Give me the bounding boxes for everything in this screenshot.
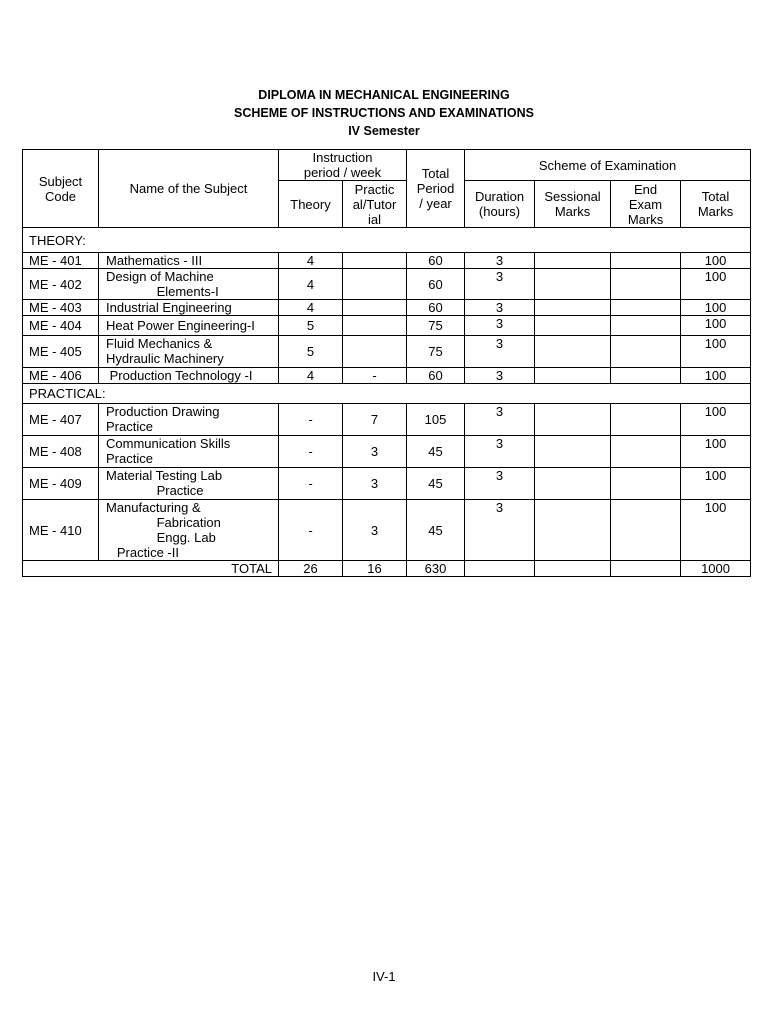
end-exam-marks bbox=[611, 300, 681, 316]
total-duration bbox=[465, 561, 535, 577]
practical-periods bbox=[343, 316, 407, 336]
practical-periods bbox=[343, 253, 407, 269]
subject-name: Mathematics - III bbox=[99, 253, 279, 269]
practical-periods: 7 bbox=[343, 404, 407, 436]
end-exam-marks bbox=[611, 368, 681, 384]
total-marks: 100 bbox=[681, 336, 751, 368]
subject-code: ME - 410 bbox=[23, 500, 99, 561]
total-marks: 100 bbox=[681, 269, 751, 300]
theory-periods: 4 bbox=[279, 269, 343, 300]
total-practical: 16 bbox=[343, 561, 407, 577]
theory-periods: - bbox=[279, 404, 343, 436]
header-total-marks: Total Marks bbox=[681, 181, 751, 228]
document-title-block bbox=[0, 86, 768, 140]
exam-duration: 3 bbox=[465, 253, 535, 269]
subject-code: ME - 405 bbox=[23, 336, 99, 368]
total-marks: 100 bbox=[681, 468, 751, 500]
subject-name: Industrial Engineering bbox=[99, 300, 279, 316]
subject-name: Production Drawing Practice bbox=[99, 404, 279, 436]
theory-periods: 4 bbox=[279, 300, 343, 316]
table-row bbox=[23, 500, 751, 561]
theory-periods: 5 bbox=[279, 316, 343, 336]
table-row bbox=[23, 368, 751, 384]
exam-duration: 3 bbox=[465, 269, 535, 300]
end-exam-marks bbox=[611, 316, 681, 336]
exam-duration: 3 bbox=[465, 404, 535, 436]
scheme-table bbox=[22, 149, 751, 577]
table-row bbox=[23, 253, 751, 269]
header-practical: Practic al/Tutor ial bbox=[343, 181, 407, 228]
subject-code: ME - 408 bbox=[23, 436, 99, 468]
header-row bbox=[23, 150, 751, 181]
subject-code: ME - 402 bbox=[23, 269, 99, 300]
end-exam-marks bbox=[611, 436, 681, 468]
total-periods: 45 bbox=[407, 500, 465, 561]
total-periods: 105 bbox=[407, 404, 465, 436]
theory-periods: - bbox=[279, 500, 343, 561]
subject-code: ME - 409 bbox=[23, 468, 99, 500]
exam-duration: 3 bbox=[465, 316, 535, 336]
total-theory: 26 bbox=[279, 561, 343, 577]
subject-name: Production Technology -I bbox=[99, 368, 279, 384]
sessional-marks bbox=[535, 368, 611, 384]
practical-periods bbox=[343, 269, 407, 300]
sessional-marks bbox=[535, 500, 611, 561]
total-marks: 100 bbox=[681, 500, 751, 561]
table-row bbox=[23, 468, 751, 500]
sessional-marks bbox=[535, 253, 611, 269]
end-exam-marks bbox=[611, 404, 681, 436]
exam-duration: 3 bbox=[465, 436, 535, 468]
subject-code: ME - 407 bbox=[23, 404, 99, 436]
total-periods: 45 bbox=[407, 468, 465, 500]
table-row bbox=[23, 404, 751, 436]
practical-periods: 3 bbox=[343, 436, 407, 468]
semester-title: IV Semester bbox=[348, 124, 420, 138]
practical-periods bbox=[343, 336, 407, 368]
section-practical-label: PRACTICAL: bbox=[23, 384, 751, 404]
total-marks: 100 bbox=[681, 316, 751, 336]
total-periods: 75 bbox=[407, 316, 465, 336]
subject-name: Communication Skills Practice bbox=[99, 436, 279, 468]
total-periods: 60 bbox=[407, 253, 465, 269]
page-number: IV-1 bbox=[372, 969, 396, 984]
total-marks: 100 bbox=[681, 253, 751, 269]
sessional-marks bbox=[535, 316, 611, 336]
sessional-marks bbox=[535, 300, 611, 316]
header-subject-name: Name of the Subject bbox=[99, 150, 279, 228]
table-row bbox=[23, 436, 751, 468]
total-periods: 60 bbox=[407, 269, 465, 300]
section-practical-row bbox=[23, 384, 751, 404]
total-marks: 100 bbox=[681, 436, 751, 468]
total-marks: 1000 bbox=[681, 561, 751, 577]
table-row bbox=[23, 269, 751, 300]
exam-duration: 3 bbox=[465, 368, 535, 384]
sessional-marks bbox=[535, 269, 611, 300]
subject-name: Design of Machine Elements-I bbox=[99, 269, 279, 300]
program-title: DIPLOMA IN MECHANICAL ENGINEERING bbox=[258, 88, 510, 102]
total-periods: 60 bbox=[407, 368, 465, 384]
header-subject-code: Subject Code bbox=[23, 150, 99, 228]
header-total-period: Total Period / year bbox=[407, 150, 465, 228]
total-sessional bbox=[535, 561, 611, 577]
sessional-marks bbox=[535, 468, 611, 500]
total-label: TOTAL bbox=[23, 561, 279, 577]
total-row bbox=[23, 561, 751, 577]
practical-periods: - bbox=[343, 368, 407, 384]
total-marks: 100 bbox=[681, 300, 751, 316]
theory-periods: - bbox=[279, 436, 343, 468]
theory-periods: 4 bbox=[279, 253, 343, 269]
end-exam-marks bbox=[611, 468, 681, 500]
subject-name: Manufacturing & Fabrication Engg. Lab Practice -II bbox=[99, 500, 279, 561]
header-sessional: Sessional Marks bbox=[535, 181, 611, 228]
section-theory-label: THEORY: bbox=[23, 228, 751, 253]
subject-code: ME - 406 bbox=[23, 368, 99, 384]
header-theory: Theory bbox=[279, 181, 343, 228]
end-exam-marks bbox=[611, 253, 681, 269]
subject-code: ME - 404 bbox=[23, 316, 99, 336]
theory-periods: 5 bbox=[279, 336, 343, 368]
total-periods: 75 bbox=[407, 336, 465, 368]
subject-name: Material Testing Lab Practice bbox=[99, 468, 279, 500]
sessional-marks bbox=[535, 436, 611, 468]
exam-duration: 3 bbox=[465, 500, 535, 561]
subject-name: Heat Power Engineering-I bbox=[99, 316, 279, 336]
subject-name: Fluid Mechanics & Hydraulic Machinery bbox=[99, 336, 279, 368]
end-exam-marks bbox=[611, 500, 681, 561]
practical-periods bbox=[343, 300, 407, 316]
subject-code: ME - 403 bbox=[23, 300, 99, 316]
total-periods: 60 bbox=[407, 300, 465, 316]
table-row bbox=[23, 316, 751, 336]
header-end-exam: End Exam Marks bbox=[611, 181, 681, 228]
table-row bbox=[23, 336, 751, 368]
table-row bbox=[23, 300, 751, 316]
subject-code: ME - 401 bbox=[23, 253, 99, 269]
scheme-title: SCHEME OF INSTRUCTIONS AND EXAMINATIONS bbox=[233, 106, 534, 120]
practical-periods: 3 bbox=[343, 468, 407, 500]
total-period: 630 bbox=[407, 561, 465, 577]
exam-duration: 3 bbox=[465, 300, 535, 316]
exam-duration: 3 bbox=[465, 336, 535, 368]
theory-periods: 4 bbox=[279, 368, 343, 384]
total-end-exam bbox=[611, 561, 681, 577]
section-theory-row bbox=[23, 228, 751, 253]
end-exam-marks bbox=[611, 269, 681, 300]
theory-periods: - bbox=[279, 468, 343, 500]
exam-duration: 3 bbox=[465, 468, 535, 500]
end-exam-marks bbox=[611, 336, 681, 368]
practical-periods: 3 bbox=[343, 500, 407, 561]
total-periods: 45 bbox=[407, 436, 465, 468]
header-scheme-of-examination: Scheme of Examination bbox=[465, 150, 751, 181]
header-duration: Duration (hours) bbox=[465, 181, 535, 228]
total-marks: 100 bbox=[681, 368, 751, 384]
sessional-marks bbox=[535, 336, 611, 368]
total-marks: 100 bbox=[681, 404, 751, 436]
sessional-marks bbox=[535, 404, 611, 436]
header-instruction-period: Instruction period / week bbox=[279, 150, 407, 181]
